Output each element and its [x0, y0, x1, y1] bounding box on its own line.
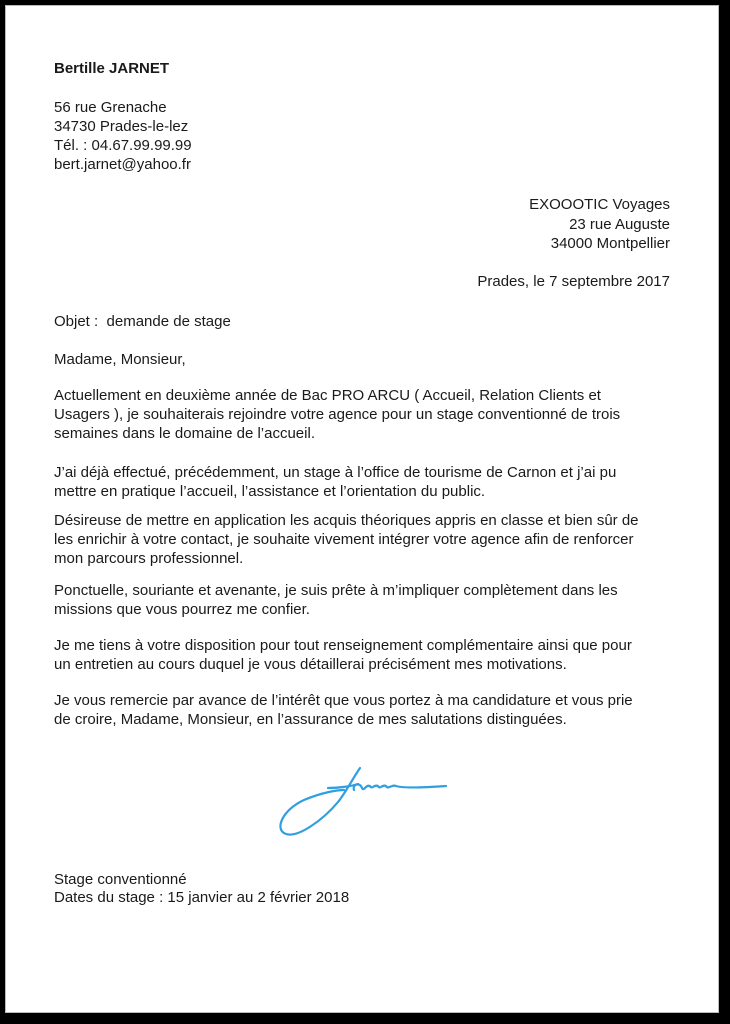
- paragraph-line: Je me tiens à votre disposition pour tout renseignement complémentaire ainsi que pour: [54, 637, 632, 654]
- recipient-company: EXOOOTIC Voyages: [529, 196, 670, 213]
- paragraph-line: les enrichir à votre contact, je souhaite vivement intégrer votre agence afin de renforcer: [54, 531, 634, 548]
- sender-address-line2: 34730 Prades-le-lez: [54, 118, 189, 135]
- paragraph-line: Je vous remercie par avance de l’intérêt que vous portez à ma candidature et vous prie: [54, 692, 633, 709]
- paragraph-1: [54, 386, 674, 443]
- paragraph-line: semaines dans le domaine de l’accueil.: [54, 425, 315, 442]
- paragraph-2: [54, 463, 674, 501]
- paragraph-6: [54, 691, 674, 729]
- paragraph-line: missions que vous pourrez me confier.: [54, 601, 310, 618]
- paragraph-line: de croire, Madame, Monsieur, en l’assurance de mes salutations distinguées.: [54, 711, 567, 728]
- paragraph-line: mettre en pratique l’accueil, l’assistance et l’orientation du public.: [54, 483, 486, 500]
- recipient-address-line2: 34000 Montpellier: [550, 235, 670, 252]
- paragraph-line: Ponctuelle, souriante et avenante, je suis prête à m’impliquer complètement dans les: [54, 582, 618, 599]
- salutation: Madame, Monsieur,: [54, 351, 186, 368]
- sender-name: Bertille JARNET: [54, 60, 170, 77]
- subject-line: Objet : demande de stage: [54, 313, 231, 330]
- paragraph-5: [54, 636, 674, 674]
- recipient-address-line1: 23 rue Auguste: [569, 216, 670, 233]
- paragraph-line: Désireuse de mettre en application les acquis théoriques appris en classe et bien sûr de: [54, 512, 639, 529]
- paragraph-line: Usagers ), je souhaiterais rejoindre votre agence pour un stage conventionné de trois: [54, 406, 621, 423]
- paragraph-3: [54, 511, 674, 568]
- paragraph-line: Actuellement en deuxième année de Bac PRO ARCU ( Accueil, Relation Clients et: [54, 387, 601, 404]
- sender-address-line1: 56 rue Grenache: [54, 99, 167, 116]
- footer-line1: Stage conventionné: [54, 871, 187, 888]
- sender-phone: Tél. : 04.67.99.99.99: [54, 137, 192, 154]
- paragraph-4: [54, 581, 674, 619]
- paragraph-line: mon parcours professionnel.: [54, 550, 244, 567]
- sender-email: bert.jarnet@yahoo.fr: [54, 156, 191, 173]
- signature-icon: [268, 758, 458, 848]
- footer-line2: Dates du stage : 15 janvier au 2 février 2018: [54, 889, 350, 906]
- place-date: Prades, le 7 septembre 2017: [477, 273, 670, 290]
- paragraph-line: J’ai déjà effectué, précédemment, un stage à l’office de tourisme de Carnon et j’ai pu: [54, 464, 617, 481]
- paragraph-line: un entretien au cours duquel je vous détaillerai précisément mes motivations.: [54, 656, 567, 673]
- letter-page: [6, 6, 718, 1012]
